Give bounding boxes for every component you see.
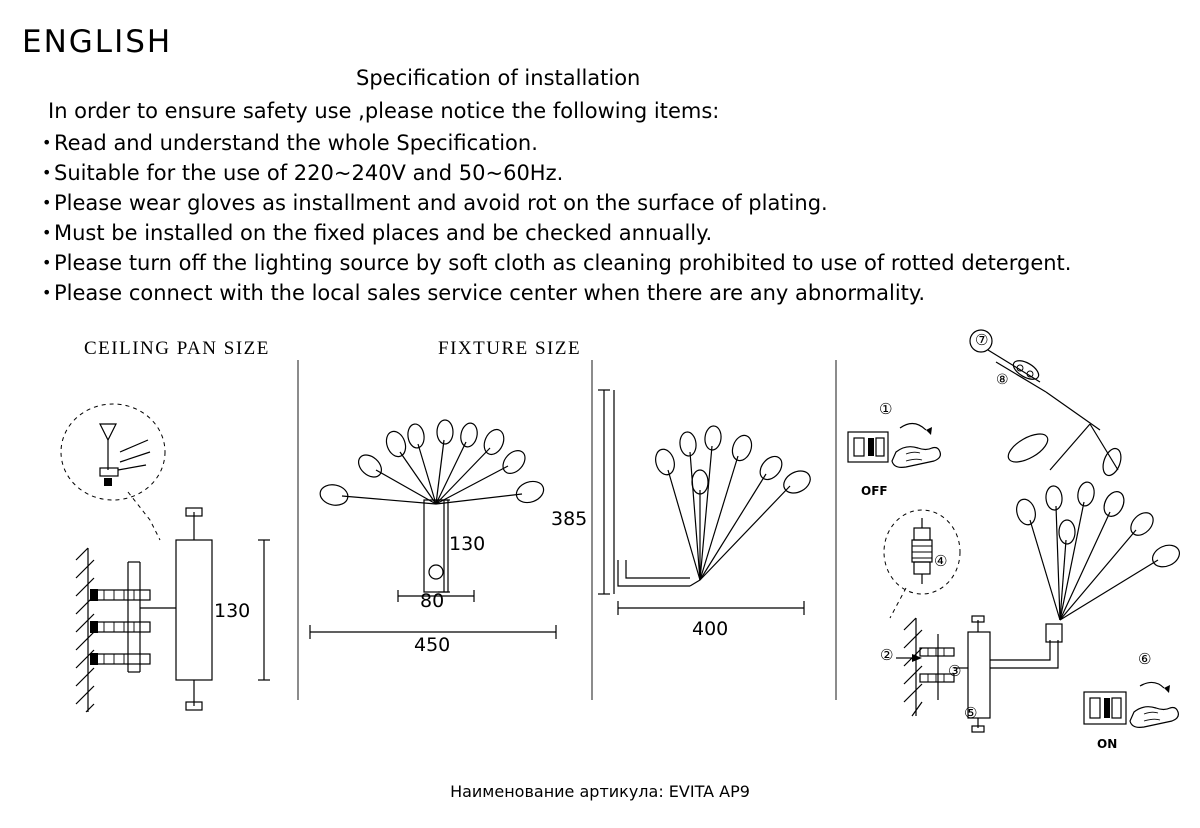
bullet-marker-icon: •: [42, 193, 52, 212]
step-marker-2: ②: [880, 646, 894, 664]
list-item-text: Suitable for the use of 220~240V and 50~60Hz.: [54, 161, 564, 185]
bullet-marker-icon: •: [42, 133, 52, 152]
fixture-total-width-dimension: 450: [414, 634, 451, 656]
fixture-plate-width-dimension: 80: [420, 590, 445, 612]
switch-on-label: ON: [1097, 737, 1118, 751]
ceiling-pan-dimension: 130: [214, 600, 251, 622]
list-item-text: Read and understand the whole Specification.: [54, 131, 538, 155]
list-item-text: Must be installed on the fixed places and be checked annually.: [54, 221, 713, 245]
fixture-inner-height-dimension: 130: [449, 533, 486, 555]
spec-title: Specification of installation: [356, 66, 641, 90]
step-marker-5: ⑤: [964, 704, 978, 722]
step-marker-4: ④: [934, 552, 948, 570]
ceiling-pan-size-label: CEILING PAN SIZE: [84, 338, 270, 359]
fixture-total-height-dimension: 385: [551, 508, 588, 530]
list-item-text: Please wear gloves as installment and avoid rot on the surface of plating.: [54, 191, 828, 215]
switch-off-label: OFF: [861, 484, 888, 498]
article-name-footer: Наименование артикула: EVITA AP9: [450, 782, 750, 801]
bullet-marker-icon: •: [42, 253, 52, 272]
step-marker-6: ⑥: [1138, 650, 1152, 668]
step-marker-7: ⑦: [975, 331, 989, 349]
fixture-depth-dimension: 400: [692, 618, 729, 640]
fixture-side-diagram: [598, 390, 814, 615]
step-marker-1: ①: [879, 400, 893, 418]
step-marker-8: ⑧: [996, 372, 1009, 388]
step-marker-3: ③: [948, 662, 962, 680]
language-title: ENGLISH: [22, 24, 173, 60]
bullet-marker-icon: •: [42, 223, 52, 242]
intro-text: In order to ensure safety use ,please notice the following items:: [48, 99, 720, 123]
ceiling-pan-diagram: [61, 404, 270, 712]
assembly-steps-diagram: [848, 330, 1183, 732]
bullet-marker-icon: •: [42, 163, 52, 182]
list-item-text: Please turn off the lighting source by soft cloth as cleaning prohibited to use of rotted detergent.: [54, 251, 1072, 275]
list-item-text: Please connect with the local sales service center when there are any abnormality.: [54, 281, 925, 305]
bullet-marker-icon: •: [42, 283, 52, 302]
fixture-size-label: FIXTURE SIZE: [438, 338, 582, 359]
